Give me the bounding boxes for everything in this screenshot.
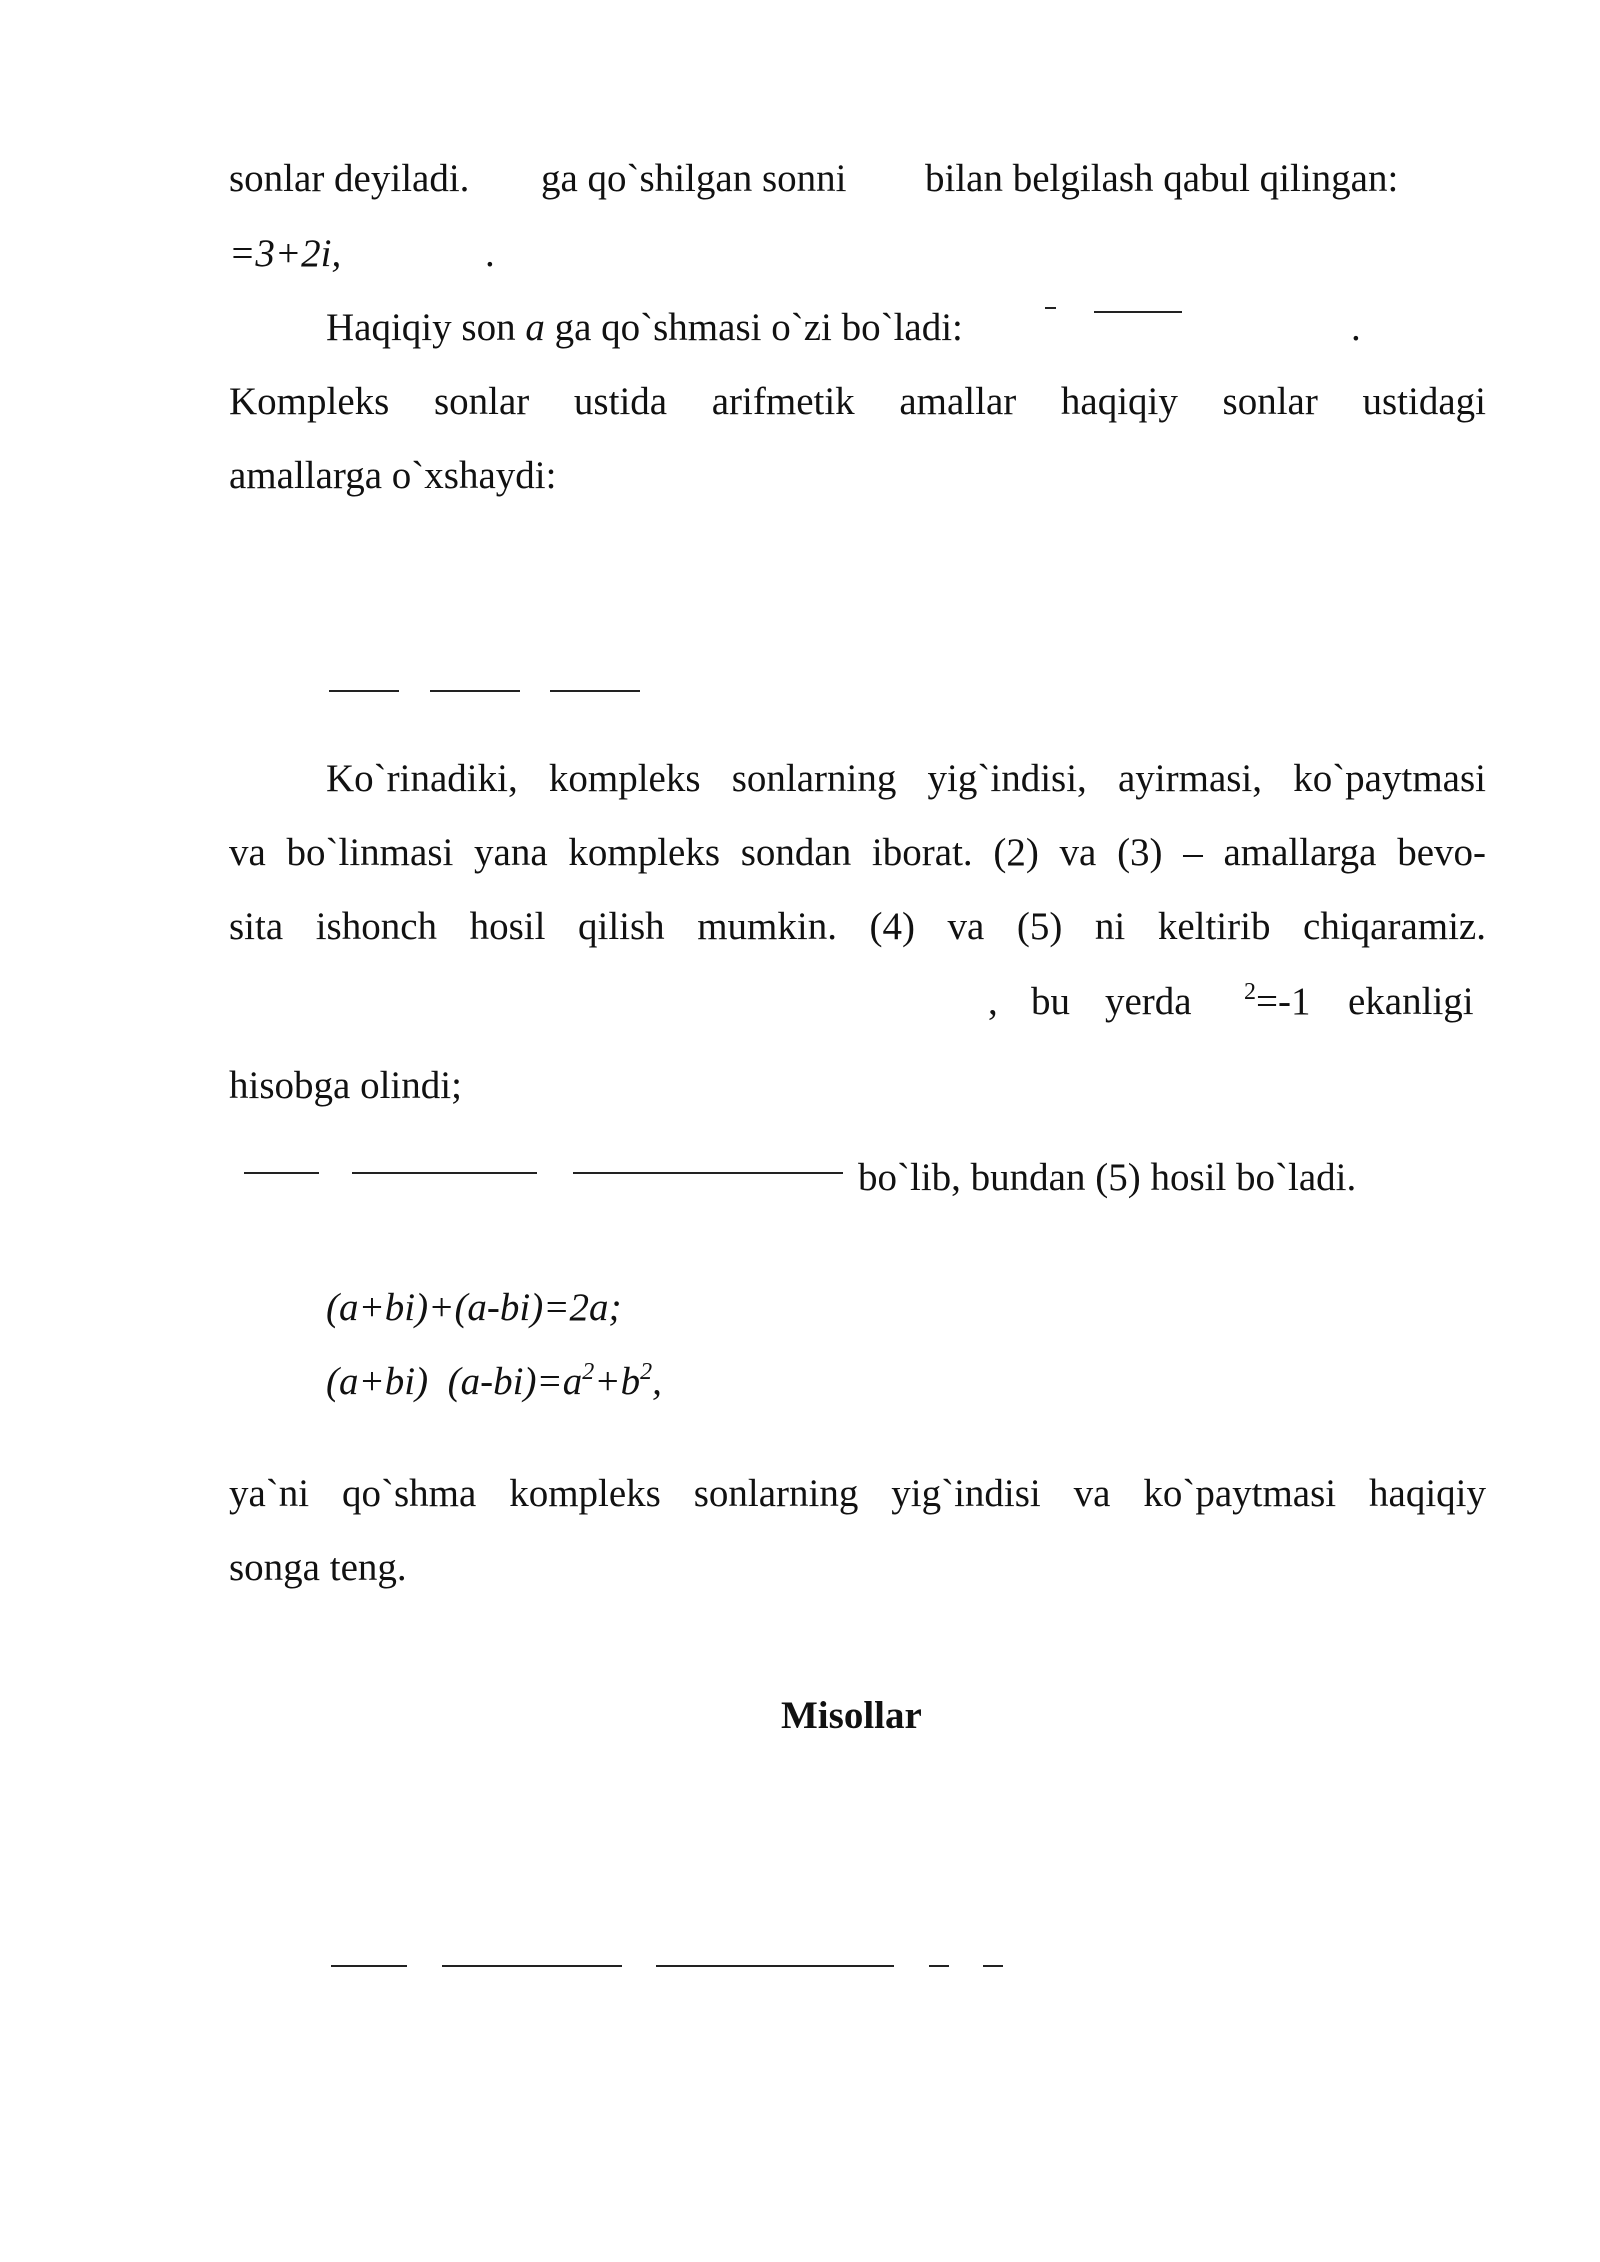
equation-sum: (a+bi)+(a-bi)=2a; [326, 1286, 622, 1329]
text-line-9c: yerda [1105, 980, 1192, 1023]
text-line-1a: sonlar deyiladi. [229, 157, 470, 200]
superscript-2: 2 [582, 1359, 595, 1385]
text-line-3-period: . [1351, 306, 1361, 349]
text-line-9d [1244, 979, 1311, 1023]
formula-overline [244, 1172, 319, 1174]
superscript-2: 2 [640, 1359, 653, 1385]
text-line-9a: , [988, 980, 998, 1023]
text-line-3 [326, 308, 963, 347]
formula-overline [656, 1965, 894, 1967]
formula-overline [550, 690, 640, 692]
section-heading: Misollar [781, 1694, 922, 1737]
text-line-3a: Haqiqiy son [326, 306, 516, 349]
text-line-9b: bu [1031, 980, 1070, 1023]
text-line-13: songa teng. [229, 1546, 407, 1589]
formula-overline [442, 1965, 622, 1967]
paragraph-line-7: va bo`linmasi yana kompleks sondan iborat. (2) va (3) – amallarga bevo- [229, 831, 1486, 874]
variable-a: a [525, 306, 545, 349]
formula-bar-small [1045, 307, 1056, 309]
formula-overline [331, 1965, 407, 1967]
text-line-11: bo`lib, bundan (5) hosil bo`ladi. [858, 1156, 1357, 1199]
text-line-10: hisobga olindi; [229, 1064, 462, 1107]
equation-product [326, 1359, 662, 1403]
formula-overline [430, 690, 520, 692]
formula-overline [929, 1965, 949, 1967]
superscript-2: 2 [1244, 979, 1256, 1005]
formula-overline [1094, 311, 1182, 313]
paragraph-line-12: ya`ni qo`shma kompleks sonlarning yig`indisi va ko`paytmasi haqiqiy [229, 1472, 1486, 1515]
text-line-5: amallarga o`xshaydi: [229, 454, 557, 497]
minus-one: =-1 [1256, 980, 1311, 1023]
equation-product-part1: (a+bi) (a-bi)=a [326, 1360, 583, 1403]
equation-product-comma: , [652, 1360, 662, 1403]
paragraph-line-8: sita ishonch hosil qilish mumkin. (4) va (5) ni keltirib chiqaramiz. [229, 905, 1486, 948]
text-line-2-period: . [485, 232, 495, 275]
formula-overline [352, 1172, 537, 1174]
formula-overline [983, 1965, 1003, 1967]
text-line-9e: ekanligi [1348, 980, 1474, 1023]
formula-overline [573, 1172, 843, 1174]
text-line-1c: bilan belgilash qabul qilingan: [925, 157, 1399, 200]
equation-product-part2: +b [594, 1360, 641, 1403]
formula-overline [329, 690, 399, 692]
text-line-1b: ga qo`shilgan sonni [541, 157, 847, 200]
paragraph-line-4: Kompleks sonlar ustida arifmetik amallar haqiqiy sonlar ustidagi [229, 380, 1486, 423]
text-line-3b: ga qo`shmasi o`zi bo`ladi: [554, 306, 963, 349]
paragraph-line-6: Ko`rinadiki, kompleks sonlarning yig`indisi, ayirmasi, ko`paytmasi [326, 757, 1486, 800]
text-line-2a: =3+2i, [229, 232, 342, 275]
